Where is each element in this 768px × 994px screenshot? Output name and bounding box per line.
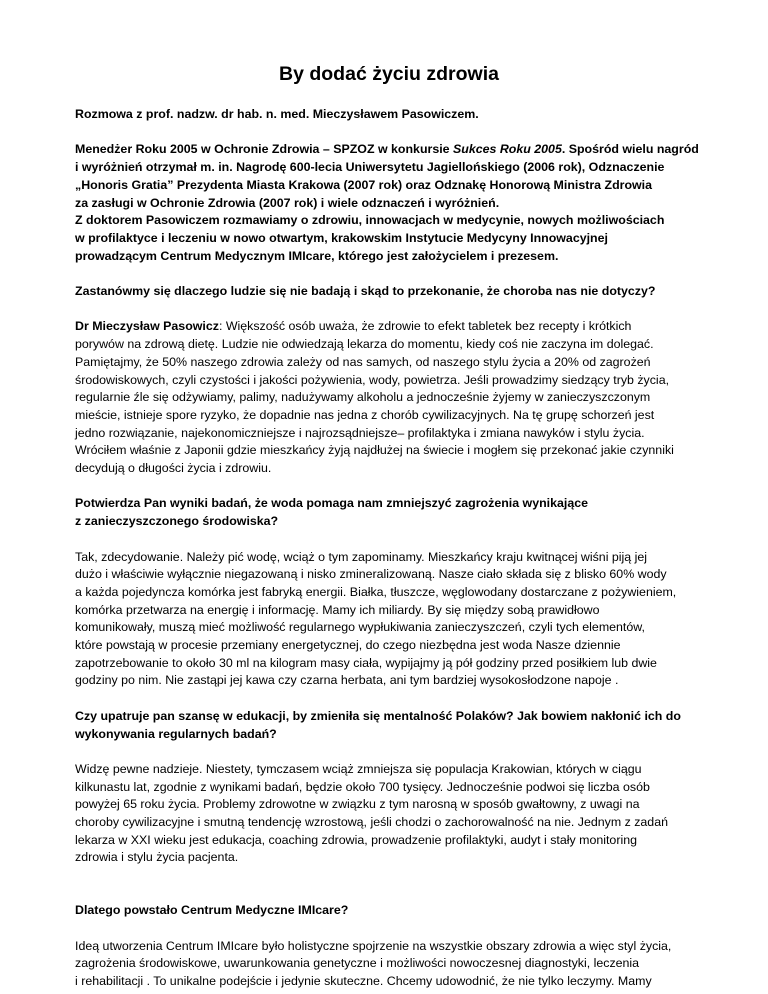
answer-line: środowiskowych, czyli czystości i jakości pożywienia, wody, powietrza. Jeśli prowadzimy siedzący tryb życia,: [75, 372, 670, 387]
question-3: [75, 708, 703, 743]
question-line: z zanieczyszczonego środowiska?: [75, 514, 279, 529]
intro-line: „Honoris Gratia” Prezydenta Miasta Krakowa (2007 rok) oraz Odznakę Honorową Ministra Zdrowia: [75, 177, 652, 192]
answer-line: komunikowały, muszą mieć możliwość regularnego wypłukiwania zanieczyszczeń, czyli tych elementów,: [75, 620, 645, 635]
document-page: [75, 62, 703, 991]
answer-line: mieście, istnieje spore ryzyko, że dopadnie nas jedna z chorób cywilizacyjnych. Na tę grupę schorzeń jest: [75, 407, 655, 422]
answer-line: Pamiętajmy, że 50% naszego zdrowia zależy od nas samych, od naszego stylu życia a 20% od zagrożeń: [75, 354, 651, 369]
question-line: wykonywania regularnych badań?: [75, 726, 277, 741]
answer-line: Wróciłem właśnie z Japonii gdzie mieszkańcy żyją najdłużej na świecie i mogłem się przekonać jakie czynniki: [75, 443, 674, 458]
intro-line: Menedżer Roku 2005 w Ochronie Zdrowia – SPZOZ w konkursie Sukces Roku 2005. Spośród wielu nagród: [75, 142, 699, 157]
answer-line: które powstają w procesie przemiany energetycznej, do czego niezbędna jest woda Nasze dziennie: [75, 638, 621, 653]
answer-line: zapotrzebowanie to około 30 ml na kilogram masy ciała, wypijajmy ją pół godziny przed posiłkiem lub dwie: [75, 655, 657, 670]
intro-line: prowadzącym Centrum Medycznym IMIcare, którego jest założycielem i prezesem.: [75, 248, 559, 263]
answer-line: powyżej 65 roku życia. Problemy zdrowotne w związku z tym narosną w sposób gwałtowny, z uwagi na: [75, 797, 640, 812]
question-2: [75, 495, 703, 530]
answer-line: Widzę pewne nadzieje. Niestety, tymczasem wciąż zmniejsza się populacja Krakowian, których w ciągu: [75, 761, 642, 776]
answer-1: [75, 318, 703, 477]
document-title: By dodać życiu zdrowia: [279, 63, 499, 85]
answer-line: porywów na zdrową dietę. Ludzie nie odwiedzają lekarza do momentu, kiedy coś nie zaczyna im dolegać.: [75, 337, 654, 352]
intro-line: Z doktorem Pasowiczem rozmawiamy o zdrowiu, innowacjach w medycynie, nowych możliwościach: [75, 213, 665, 228]
answer-line: Tak, zdecydowanie. Należy pić wodę, wciąż o tym zapominamy. Mieszkańcy kraju kwitnącej wiśni piją jej: [75, 549, 648, 564]
intro-paragraph: [75, 141, 703, 265]
question-line: Potwierdza Pan wyniki badań, że woda pomaga nam zmniejszyć zagrożenia wynikające: [75, 496, 588, 511]
intro-line: w profilaktyce i leczeniu w nowo otwartym, krakowskim Instytucie Medycyny Innowacyjnej: [75, 230, 608, 245]
contest-name: Sukces Roku 2005: [453, 142, 562, 157]
question-1: Zastanówmy się dlaczego ludzie się nie badają i skąd to przekonanie, że choroba nas nie dotyczy?: [75, 284, 656, 298]
answer-line: a każda pojedyncza komórka jest fabryką energii. Białka, tłuszcze, węglowodany dostarczane z pożywieniem,: [75, 584, 677, 599]
answer-line: komórka przetwarza na energię i informację. Mamy ich miliardy. By się między sobą prawidłowo: [75, 602, 600, 617]
answer-line: dużo i właściwie wyłącznie niegazowaną i nisko zmineralizowaną. Nasze ciało składa się z blisko 60% wody: [75, 567, 667, 582]
answer-3: [75, 761, 703, 867]
answer-line: zagrożenia środowiskowe, uwarunkowania genetyczne i możliwości nowoczesnej diagnostyki, leczenia: [75, 956, 640, 971]
question-line: Czy upatruje pan szansę w edukacji, by zmieniła się mentalność Polaków? Jak bowiem nakłonić ich do: [75, 708, 681, 723]
intro-line: i wyróżnień otrzymał m. in. Nagrodę 600-lecia Uniwersytetu Jagiellońskiego (2006 rok), Odznaczenie: [75, 160, 665, 175]
answer-line: godziny po nim. Nie zastąpi jej kawa czy czarna herbata, ani tym bardziej wysokosłodzone napoje .: [75, 673, 619, 688]
answer-line: lekarza w XXI wieku jest edukacja, coaching zdrowia, prowadzenie profilaktyki, audyt i stały monitoring: [75, 832, 637, 847]
subtitle: Rozmowa z prof. nadzw. dr hab. n. med. Mieczysławem Pasowiczem.: [75, 107, 479, 121]
speaker-name: Dr Mieczysław Pasowicz: [75, 319, 219, 334]
answer-line: kilkunastu lat, zgodnie z wynikami badań, będzie około 700 tysięcy. Jednocześnie podwoi się liczba osób: [75, 779, 650, 794]
answer-2: [75, 549, 703, 691]
answer-line: jedno rozwiązanie, najekonomiczniejsze i najrozsądniejsze– profilaktyka i zmiana nawyków i stylu życia.: [75, 425, 645, 440]
question-4: Dlatego powstało Centrum Medyczne IMIcare?: [75, 903, 349, 918]
answer-4: [75, 938, 703, 991]
answer-line: zdrowia i stylu życia pacjenta.: [75, 850, 239, 865]
intro-line: za zasługi w Ochronie Zdrowia (2007 rok) i wiele odznaczeń i wyróżnień.: [75, 195, 500, 210]
answer-line: regularnie źle się odżywiamy, palimy, nadużywamy alkoholu a jednocześnie żyjemy w zanieczyszczonym: [75, 390, 651, 405]
answer-line: Ideą utworzenia Centrum IMIcare było holistyczne spojrzenie na wszystkie obszary zdrowia a więc styl życia,: [75, 938, 672, 953]
answer-line: decydują o długości życia i zdrowiu.: [75, 461, 272, 476]
answer-line: choroby cywilizacyjne i smutną tendencję wzrostową, jeśli chodzi o zachorowalność na nie. Jednym z zadań: [75, 815, 668, 830]
answer-line: Dr Mieczysław Pasowicz: Większość osób uważa, że zdrowie to efekt tabletek bez recepty i krótkich: [75, 319, 632, 334]
answer-line: i rehabilitacji . To unikalne podejście i jedynie skuteczne. Chcemy udowodnić, że nie tylko leczymy. Mamy: [75, 973, 652, 988]
